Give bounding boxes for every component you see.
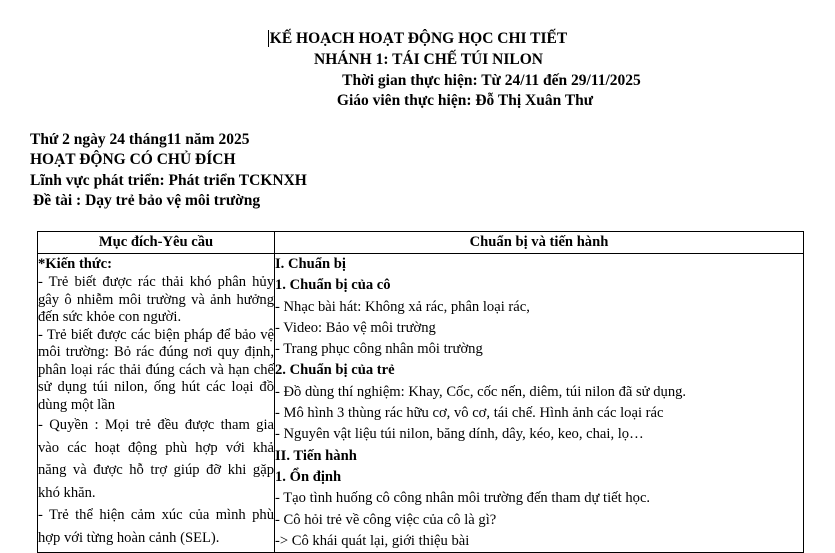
objective-item: - Trẻ biết được các biện pháp để bảo vệ môi trường: Bỏ rác đúng nơi quy định, phân loại rác thải đúng cách và hạn chế sử dụng túi nilon, ống hút các loại đồ dùng một lần — [38, 326, 274, 413]
objective-item: - Trẻ thể hiện cảm xúc của mình phù hợp với từng hoàn cảnh (SEL). — [38, 507, 274, 546]
lesson-plan-table — [37, 231, 804, 553]
document-title — [0, 29, 835, 49]
section-heading: II. Tiến hành — [275, 447, 357, 464]
text-cursor — [268, 30, 269, 47]
development-field: Lĩnh vực phát triển: Phát triển TCKNXH — [30, 172, 307, 189]
subsection-heading: 1. Ổn định — [275, 468, 342, 485]
prep-item: - Đồ dùng thí nghiệm: Khay, Cốc, cốc nến, diêm, túi nilon đã sử dụng. — [275, 383, 687, 400]
prep-item: - Mô hình 3 thùng rác hữu cơ, vô cơ, tái chế. Hình ảnh các loại rác — [275, 405, 664, 422]
section-heading: I. Chuẩn bị — [275, 256, 346, 272]
branch-title: NHÁNH 1: TÁI CHẾ TÚI NILON — [314, 51, 543, 68]
objective-item: - Quyền : Mọi trẻ đều được tham gia vào các hoạt động phù hợp với khả năng và được hỗ trợ giúp đỡ khi gặp khó khăn. — [38, 417, 274, 501]
procedure-item: -> Cô khái quát lại, giới thiệu bài — [275, 532, 470, 549]
prep-item: - Video: Bảo vệ môi trường — [275, 319, 436, 336]
document-title-text: KẾ HOẠCH HOẠT ĐỘNG HỌC CHI TIẾT — [269, 30, 568, 47]
teacher-line: Giáo viên thực hiện: Đỗ Thị Xuân Thư — [336, 92, 594, 109]
lesson-date: Thứ 2 ngày 24 tháng11 năm 2025 — [30, 131, 250, 148]
lesson-topic: Đề tài : Dạy trẻ bảo vệ môi trường — [33, 192, 261, 209]
subsection-heading: 1. Chuẩn bị của cô — [275, 277, 391, 294]
header-objectives: Mục đích-Yêu cầu — [38, 232, 275, 254]
header-preparation: Chuẩn bị và tiến hành — [275, 232, 804, 254]
activity-heading: HOẠT ĐỘNG CÓ CHỦ ĐÍCH — [30, 151, 236, 168]
prep-item: - Trang phục công nhân môi trường — [275, 341, 483, 358]
knowledge-heading: *Kiến thức: — [38, 256, 113, 272]
period-line: Thời gian thực hiện: Từ 24/11 đến 29/11/2025 — [342, 72, 641, 89]
procedure-item: - Tạo tình huống cô công nhân môi trường đến tham dự tiết học. — [275, 490, 651, 507]
objectives-cell — [38, 254, 275, 553]
prep-item: - Nhạc bài hát: Không xả rác, phân loại rác, — [275, 298, 530, 315]
prep-item: - Nguyên vật liệu túi nilon, băng dính, dây, kéo, keo, chai, lọ… — [275, 426, 644, 443]
procedure-item: - Cô hỏi trẻ về công việc của cô là gì? — [275, 511, 497, 528]
objective-item: - Trẻ biết được rác thải khó phân hủy gây ô nhiễm môi trường và ảnh hưởng đến sức khỏe con người. — [38, 274, 274, 325]
subsection-heading: 2. Chuẩn bị của trẻ — [275, 362, 395, 379]
preparation-cell — [275, 254, 804, 553]
table-body-row — [38, 254, 804, 553]
table-header-row — [38, 232, 804, 254]
